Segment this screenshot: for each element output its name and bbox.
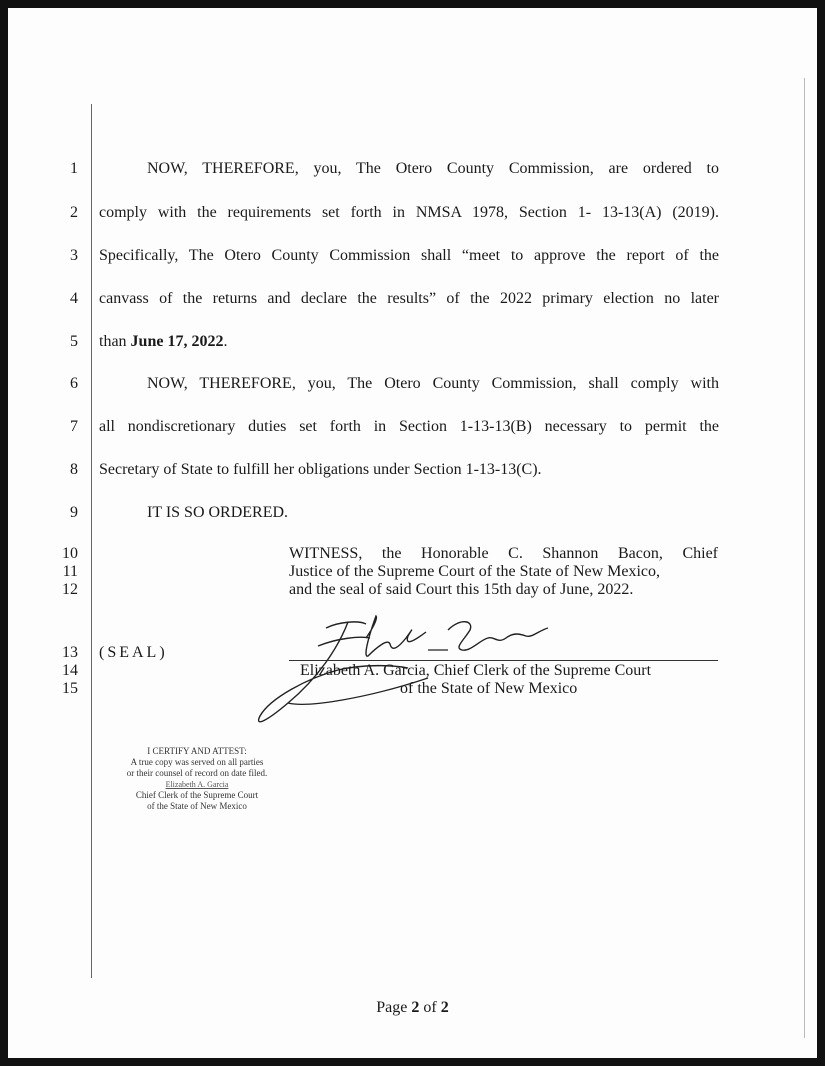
current-page-number: 2: [411, 999, 420, 1016]
certify-line-4: of the State of New Mexico: [147, 801, 247, 811]
certification-stamp: [98, 746, 296, 812]
line-number-5: 5: [70, 333, 78, 350]
witness-line-12: and the seal of said Court this 15th day of June, 2022.: [289, 581, 634, 598]
body-line-6: NOW, THEREFORE, you, The Otero County Commission, shall comply with: [147, 375, 719, 392]
total-page-number: 2: [440, 999, 449, 1016]
body-line-2: comply with the requirements set forth in NMSA 1978, Section 1- 13-13(A) (2019).: [99, 204, 719, 221]
certify-line-1: A true copy was served on all parties: [130, 757, 264, 767]
line-number-11: 11: [62, 563, 78, 580]
body-line-5-suffix: .: [223, 333, 228, 350]
body-line-1-text: NOW, THEREFORE, you, The Otero County Commission, are ordered to: [147, 160, 719, 177]
certify-heading: I CERTIFY AND ATTEST:: [147, 746, 247, 756]
witness-line-10: WITNESS, the Honorable C. Shannon Bacon, Chief: [289, 545, 718, 562]
line-number-14: 14: [62, 662, 78, 679]
footer-prefix: Page: [376, 999, 412, 1016]
line-number-10: 10: [62, 545, 78, 562]
line-number-7: 7: [70, 418, 78, 435]
deadline-date: June 17, 2022: [130, 333, 224, 350]
document-page: [8, 8, 817, 1058]
certify-signature: Elizabeth A. Garcia: [165, 780, 229, 789]
line-number-2: 2: [70, 204, 78, 221]
body-line-9: IT IS SO ORDERED.: [147, 504, 289, 521]
clerk-name-line: Elizabeth A. Garcia, Chief Clerk of the Supreme Court: [300, 662, 652, 679]
body-line-3: Specifically, The Otero County Commission shall “meet to approve the report of the: [99, 247, 719, 264]
line-number-12: 12: [62, 581, 78, 598]
line-number-6: 6: [70, 375, 78, 392]
line-number-8: 8: [70, 461, 78, 478]
seal-label: (SEAL): [99, 644, 168, 661]
body-line-7: all nondiscretionary duties set forth in Section 1-13-13(B) necessary to permit the: [99, 418, 719, 435]
left-margin-rule: [91, 108, 92, 978]
body-line-4: canvass of the returns and declare the results” of the 2022 primary election no later: [99, 290, 719, 307]
line-number-4: 4: [70, 290, 78, 307]
body-line-1: [147, 160, 719, 178]
witness-line-11: Justice of the Supreme Court of the State of New Mexico,: [289, 563, 661, 580]
line-number-9: 9: [70, 504, 78, 521]
body-line-5-prefix: than: [99, 333, 131, 350]
line-number-3: 3: [70, 247, 78, 264]
clerk-title-line: of the State of New Mexico: [400, 680, 578, 697]
page-footer: [8, 999, 817, 1017]
certify-line-3: Chief Clerk of the Supreme Court: [135, 790, 259, 800]
body-line-5: [99, 333, 719, 351]
certify-line-2: or their counsel of record on date filed.: [126, 768, 268, 778]
line-number-13: 13: [62, 644, 78, 661]
line-number-1: 1: [70, 160, 78, 177]
line-number-15: 15: [62, 680, 78, 697]
body-line-8: Secretary of State to fulfill her obligations under Section 1-13-13(C).: [99, 461, 542, 478]
right-margin-rule: [804, 78, 805, 1038]
footer-middle: of: [419, 999, 441, 1016]
